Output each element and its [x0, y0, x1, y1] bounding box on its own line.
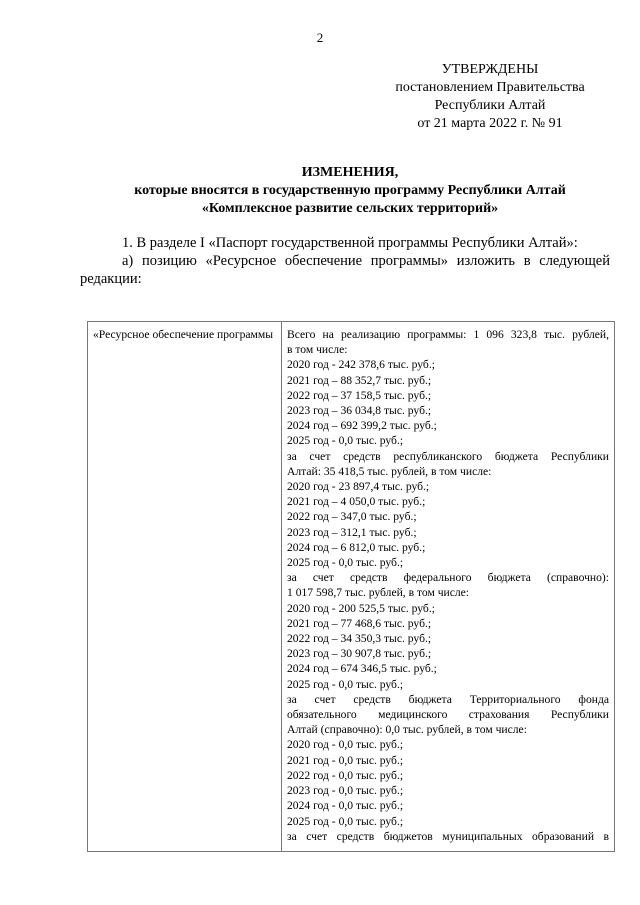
paragraph-1: 1. В разделе I «Паспорт государственной программы Республики Алтай»:: [122, 235, 578, 251]
funding-line: в том числе:: [287, 343, 348, 357]
document-title: [80, 164, 620, 218]
funding-line: 2025 год - 0,0 тыс. руб.;: [287, 677, 404, 691]
funding-line: 2020 год - 23 897,4 тыс. руб.;: [287, 480, 430, 494]
funding-line: 2025 год - 0,0 тыс. руб.;: [287, 814, 404, 828]
funding-line: 2021 год – 77 468,6 тыс. руб.;: [287, 616, 432, 630]
funding-line: 2023 год – 36 034,8 тыс. руб.;: [287, 404, 432, 418]
funding-line: за счет средств бюджета Территориального фонда: [287, 692, 609, 706]
funding-line: 2025 год - 0,0 тыс. руб.;: [287, 434, 404, 448]
funding-line: 1 017 598,7 тыс. рублей, в том числе:: [287, 586, 470, 600]
funding-line: 2024 год - 0,0 тыс. руб.;: [287, 799, 404, 813]
funding-line: Алтай: 35 418,5 тыс. рублей, в том числе:: [287, 464, 492, 478]
resource-table: [87, 321, 615, 852]
funding-line: 2021 год – 88 352,7 тыс. руб.;: [287, 373, 432, 387]
title-line: ИЗМЕНЕНИЯ,: [301, 165, 399, 180]
funding-line: Алтай (справочно): 0,0 тыс. рублей, в том числе:: [287, 723, 527, 737]
funding-line: 2022 год - 0,0 тыс. руб.;: [287, 768, 404, 782]
funding-line: 2024 год – 674 346,5 тыс. руб.;: [287, 662, 437, 676]
funding-line: 2024 год – 6 812,0 тыс. руб.;: [287, 540, 426, 554]
title-line: которые вносятся в государственную программу Республики Алтай: [134, 183, 566, 198]
funding-line: 2020 год - 242 378,6 тыс. руб.;: [287, 358, 435, 372]
document-body: [80, 234, 610, 288]
funding-line: 2020 год - 200 525,5 тыс. руб.;: [287, 601, 435, 615]
funding-line: 2022 год – 347,0 тыс. руб.;: [287, 510, 417, 524]
approval-line: Республики Алтай: [434, 98, 546, 113]
approval-line: постановлением Правительства: [395, 80, 585, 95]
funding-line: 2024 год – 692 399,2 тыс. руб.;: [287, 419, 437, 433]
funding-line: 2020 год - 0,0 тыс. руб.;: [287, 738, 404, 752]
funding-line: за счет средств республиканского бюджета Республики: [287, 449, 609, 463]
funding-line: 2022 год – 37 158,5 тыс. руб.;: [287, 388, 432, 402]
funding-line: за счет средств бюджетов муниципальных образований в: [287, 829, 609, 843]
funding-line: 2022 год – 34 350,3 тыс. руб.;: [287, 632, 432, 646]
right-cell: [282, 322, 615, 852]
table-row: [88, 322, 615, 852]
funding-line: 2023 год – 312,1 тыс. руб.;: [287, 525, 417, 539]
funding-line: 2021 год – 4 050,0 тыс. руб.;: [287, 495, 426, 509]
funding-line: за счет средств федерального бюджета (справочно):: [287, 571, 609, 585]
left-cell: «Ресурсное обеспечение программы: [88, 322, 282, 852]
approval-block: [360, 61, 620, 133]
funding-line: обязательного медицинского страхования Республики: [287, 708, 609, 722]
page-number: 2: [316, 30, 324, 45]
title-line: «Комплексное развитие сельских территорий»: [201, 201, 499, 216]
approval-heading: УТВЕРЖДЕНЫ: [441, 62, 539, 77]
funding-line: 2023 год – 30 907,8 тыс. руб.;: [287, 647, 432, 661]
paragraph-2: а) позицию «Ресурсное обеспечение программы» изложить в следующей редакции:: [80, 253, 610, 287]
approval-date: от 21 марта 2022 г. № 91: [417, 116, 563, 131]
funding-line: Всего на реализацию программы: 1 096 323,8 тыс. рублей,: [287, 328, 609, 341]
funding-line: 2023 год - 0,0 тыс. руб.;: [287, 784, 404, 798]
funding-line: 2021 год - 0,0 тыс. руб.;: [287, 753, 404, 767]
funding-line: 2025 год - 0,0 тыс. руб.;: [287, 556, 404, 570]
